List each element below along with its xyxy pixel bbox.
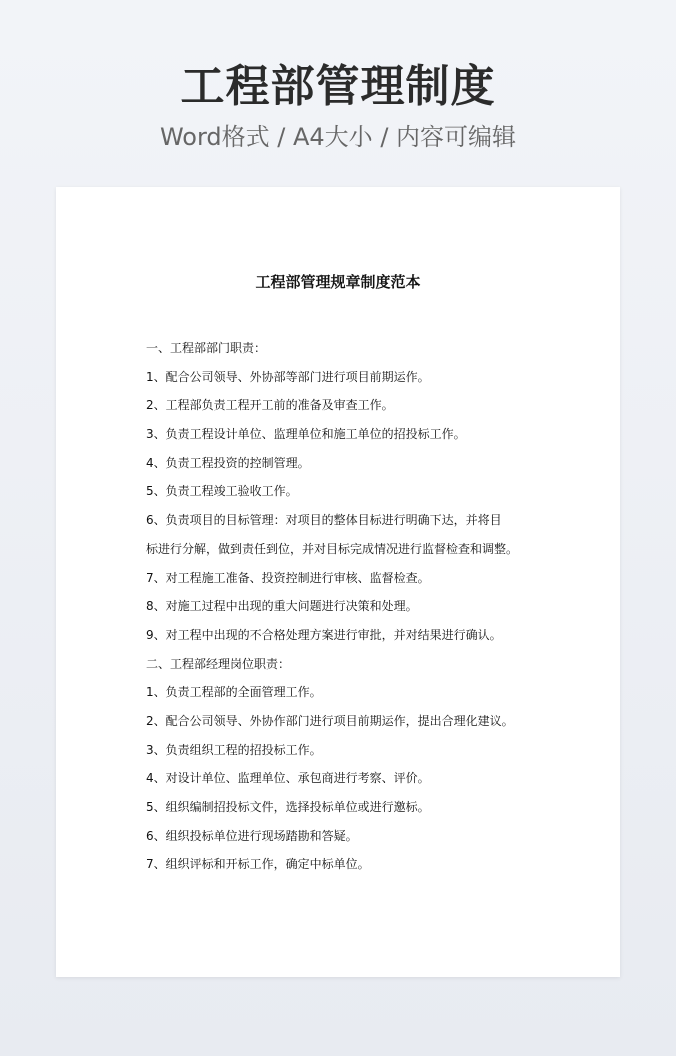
document-line: 2、工程部负责工程开工前的准备及审查工作。 — [146, 398, 394, 413]
document-line: 二、工程部经理岗位职责： — [146, 656, 291, 671]
document-line: 3、负责组织工程的招投标工作。 — [146, 742, 322, 757]
subtitle: Word格式 / A4大小 / 内容可编辑 — [159, 123, 517, 151]
document-title: 工程部管理规章制度范本 — [255, 273, 421, 291]
document-line: 6、组织投标单位进行现场踏勘和答疑。 — [146, 828, 358, 843]
document-body — [146, 338, 546, 883]
document-line: 1、负责工程部的全面管理工作。 — [146, 685, 322, 700]
document-line: 5、组织编制招投标文件，选择投标单位或进行邀标。 — [146, 800, 430, 814]
document-line: 3、负责工程设计单位、监理单位和施工单位的招投标工作。 — [146, 427, 466, 442]
document-page — [56, 187, 620, 977]
document-line: 6、负责项目的目标管理：对项目的整体目标进行明确下达，并将目 — [146, 513, 502, 528]
main-title: 工程部管理制度 — [180, 61, 496, 112]
document-line: 4、对设计单位、监理单位、承包商进行考察、评价。 — [146, 771, 430, 786]
document-line: 8、对施工过程中出现的重大问题进行决策和处理。 — [146, 599, 418, 614]
document-line: 4、负责工程投资的控制管理。 — [146, 455, 310, 470]
document-line: 2、配合公司领导、外协作部门进行项目前期运作，提出合理化建议。 — [146, 713, 514, 728]
header — [0, 56, 676, 154]
document-line: 9、对工程中出现的不合格处理方案进行审批，并对结果进行确认。 — [146, 627, 502, 642]
document-line: 7、组织评标和开标工作，确定中标单位。 — [146, 857, 370, 872]
document-line: 5、负责工程竣工验收工作。 — [146, 484, 298, 499]
document-line: 1、配合公司领导、外协部等部门进行项目前期运作。 — [146, 369, 430, 384]
document-line: 7、对工程施工准备、投资控制进行审核、监督检查。 — [146, 570, 430, 585]
document-line: 一、工程部部门职责： — [146, 341, 267, 355]
document-line: 标进行分解，做到责任到位，并对目标完成情况进行监督检查和调整。 — [146, 541, 519, 556]
